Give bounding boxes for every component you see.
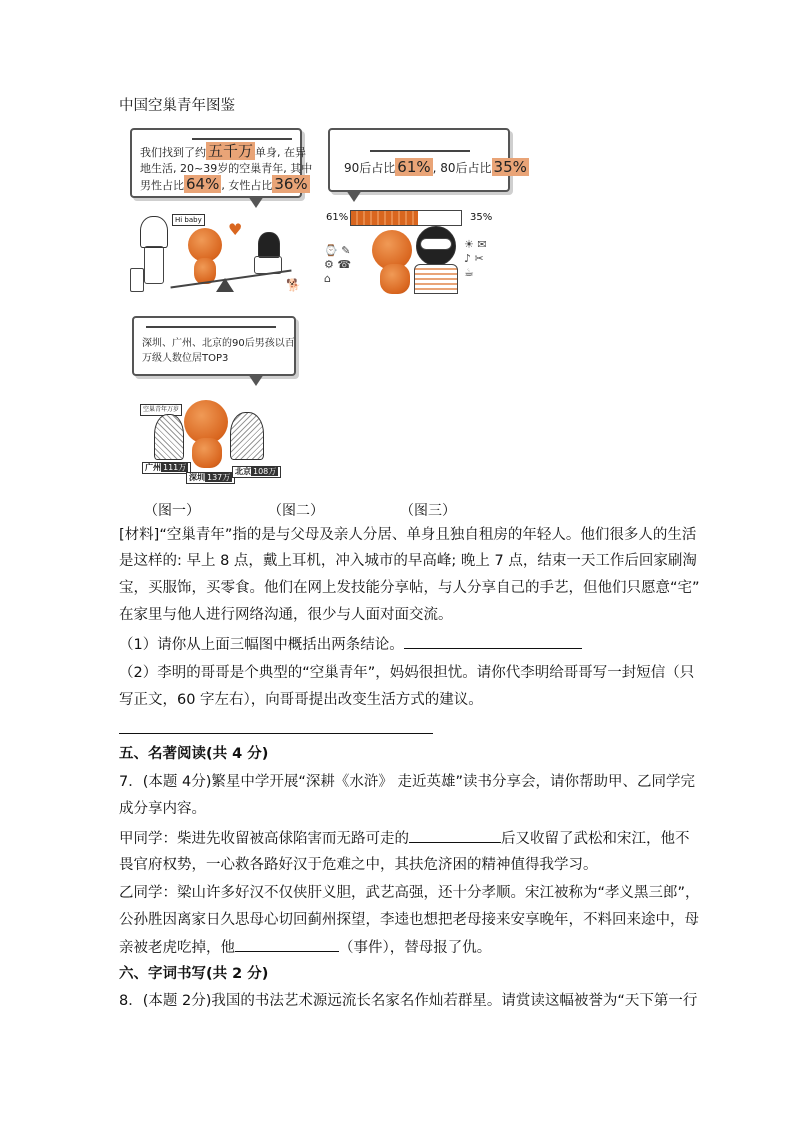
city-name-shenzhen: 深圳 xyxy=(189,473,205,482)
figure-2-speech-bubble xyxy=(328,128,527,192)
material-line-1: [材料]“空巢青年”指的是与父母及亲人分居、单身且独自租房的年轻人。他们很多人的生活 xyxy=(119,527,697,543)
student-jia-line-2: 畏官府权势，一心救各路好汉于危难之中，其扶危济困的精神值得我学习。 xyxy=(119,857,598,873)
figure-2-panel xyxy=(324,128,527,298)
figure-2-90s-percent: 61% xyxy=(397,158,431,176)
section-6-heading: 六、字词书写(共 2 分) xyxy=(119,966,269,982)
figure-3-speech-bubble xyxy=(132,316,296,376)
material-line-3: 宝，买服饰，买零食。他们在网上发技能分享帖，与人分享自己的手艺，但他们只愿意“宅” xyxy=(119,580,700,596)
figure-3-city-tag-beijing xyxy=(232,466,281,478)
city-value-beijing: 108万 xyxy=(253,467,277,476)
figure-3-city-tag-shenzhen xyxy=(186,472,235,484)
caption-figure-3: （图三） xyxy=(400,503,456,519)
figure-1-male-percent: 64% xyxy=(186,175,220,193)
figure-2-ratio-bar xyxy=(350,210,462,226)
student-yi-line-1: 乙同学：梁山许多好汉不仅侠肝义胆，武艺高强，还十分孝顺。宋江被称为“孝义黑三郎”， xyxy=(119,885,700,901)
question-2-line-2: 写正文，60 字左右），向哥哥提出改变生活方式的建议。 xyxy=(119,692,483,708)
figure-3-panel xyxy=(130,316,300,488)
figure-3-text-line2: 万级人数位居TOP3 xyxy=(142,353,229,364)
figure-1-text-male-label: 男性占比 xyxy=(140,179,184,192)
infographic-title: 中国空巢青年图鉴 xyxy=(119,98,235,114)
figure-2-ratio-bar-fill xyxy=(351,211,418,225)
material-line-2: 是这样的: 早上 8 点，戴上耳机，冲入城市的早高峰; 晚上 7 点，结束一天工作后回家刷淘 xyxy=(119,553,697,569)
student-yi-text-a: 亲被老虎吃掉，他 xyxy=(119,940,235,956)
figure-1-panel xyxy=(130,128,313,298)
question-2-line-1: （2）李明的哥哥是个典型的“空巢青年”，妈妈很担忧。请你代李明给哥哥写一封短信（只 xyxy=(119,665,695,681)
figure-1-speech-bubble xyxy=(130,128,313,198)
heart-icon: ♥ xyxy=(228,220,243,239)
student-yi-answer-blank[interactable] xyxy=(235,937,339,952)
material-line-4: 在家里与他人进行网络沟通，很少与人面对面交流。 xyxy=(119,607,453,623)
city-value-shenzhen: 137万 xyxy=(207,473,231,482)
figure-3-text-line1: 深圳、广州、北京的90后男孩以百 xyxy=(142,338,295,349)
figure-3-sign: 空巢青年万岁 xyxy=(140,404,182,416)
city-name-guangzhou: 广州 xyxy=(145,463,161,472)
figure-1-text-line1: 我们找到了约 xyxy=(140,146,206,159)
figure-1-sign: Hi baby xyxy=(172,214,205,226)
student-jia-text-a: 甲同学：柴进先收留被高俅陷害而无路可走的 xyxy=(119,831,409,847)
caption-figure-2: （图二） xyxy=(268,503,324,519)
figure-3-right-person xyxy=(230,412,264,460)
figure-1-mascot xyxy=(188,228,222,262)
question-1-answer-blank[interactable] xyxy=(404,634,582,649)
figure-2-bar-left-label: 61% xyxy=(326,212,349,223)
question-7-line-1: 7．(本题 4分)繁星中学开展“深耕《水浒》 走近英雄”读书分享会，请你帮助甲、乙同学完 xyxy=(119,774,696,790)
figure-2-text-80s-label: , 80后占比 xyxy=(432,161,492,175)
figure-3-left-person xyxy=(154,414,184,460)
figure-2-text-90s-label: 90后占比 xyxy=(344,161,396,175)
question-2-answer-line[interactable] xyxy=(119,733,433,734)
figure-2-80s-percent: 35% xyxy=(493,158,527,176)
city-name-beijing: 北京 xyxy=(235,467,251,476)
question-1-text: （1）请你从上面三幅图中概括出两条结论。 xyxy=(119,637,404,653)
gadget-doodles-left: ⌚ ✎ ⚙ ☎ ⌂ xyxy=(324,244,352,285)
figure-1-highlight-count: 五千万 xyxy=(208,142,254,160)
figure-1-man-illustration xyxy=(140,216,168,248)
figure-2-bar-right-label: 35% xyxy=(470,212,493,223)
figure-1-text-line2: 地生活, 20~39岁的空巢青年, 其中 xyxy=(140,162,313,175)
figure-3-city-tag-guangzhou xyxy=(142,462,191,474)
figure-1-text-female-label: , 女性占比 xyxy=(221,179,273,192)
student-yi-line-2: 公孙胜因离家日久思母心切回蓟州探望，李逵也想把老母接来安享晚年，不料回来途中，母 xyxy=(119,912,699,928)
figure-1-woman-illustration xyxy=(258,232,280,258)
section-5-heading: 五、名著阅读(共 4 分) xyxy=(119,746,269,762)
gadget-doodles-right: ☀ ✉ ♪ ✂ ☕ xyxy=(464,238,487,279)
student-jia-text-b: 后又收留了武松和宋江，他不 xyxy=(501,831,690,847)
student-jia-answer-blank[interactable] xyxy=(409,828,501,843)
figure-1-female-percent: 36% xyxy=(274,175,308,193)
dog-icon: 🐕 xyxy=(286,278,301,292)
student-yi-text-b: （事件），替母报了仇。 xyxy=(339,940,492,956)
figure-1-text-line1b: 单身, 在异 xyxy=(255,146,307,159)
city-value-guangzhou: 111万 xyxy=(163,463,187,472)
question-7-line-2: 成分享内容。 xyxy=(119,801,206,817)
caption-figure-1: （图一） xyxy=(144,503,200,519)
question-8-line-1: 8．(本题 2分)我国的书法艺术源远流长名家名作灿若群星。请赏读这幅被誉为“天下第一行 xyxy=(119,993,698,1009)
